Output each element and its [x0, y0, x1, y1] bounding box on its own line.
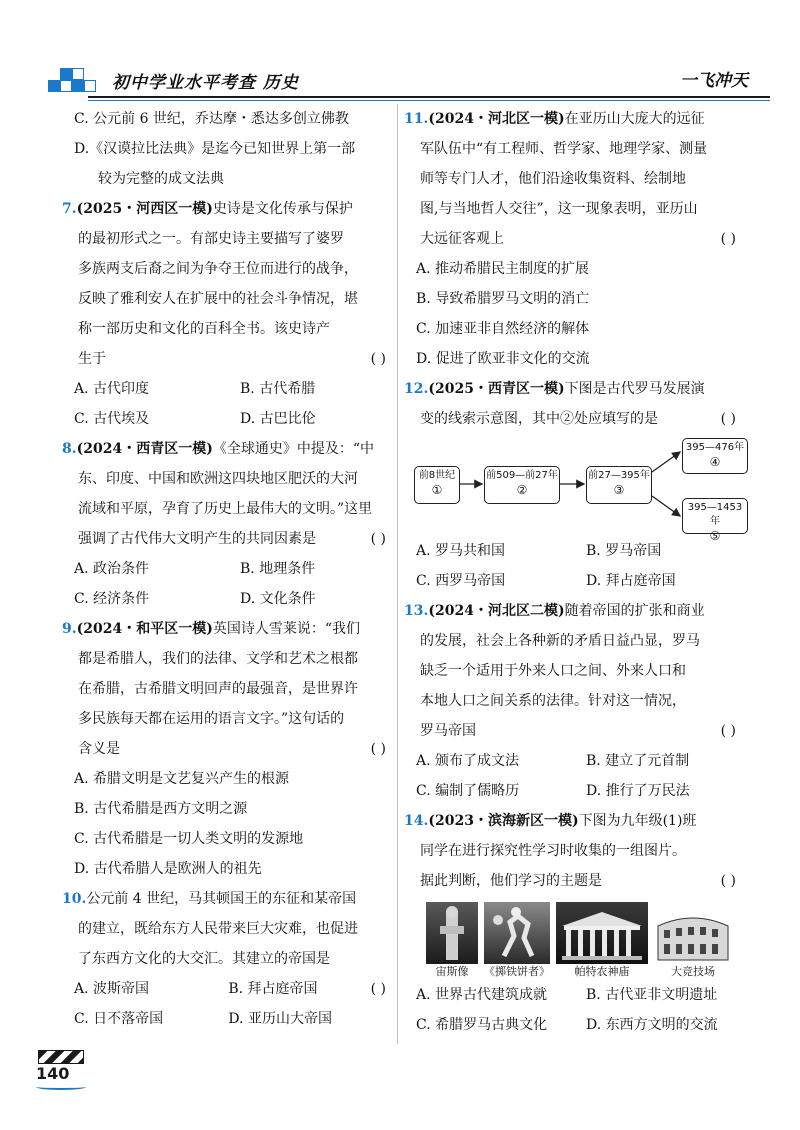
q14-source: (2023・滨海新区一模) — [428, 813, 579, 829]
parthenon-image — [556, 902, 648, 964]
q12-option-b[interactable]: B. 罗马帝国 — [586, 543, 662, 559]
header-brand: 一飞冲天 — [680, 71, 748, 91]
question-7 — [62, 194, 394, 434]
q13-stem-line4: 本地人口之间关系的法律。针对这一情况， — [420, 693, 686, 709]
q11-stem-line2: 军队伍中“有工程师、哲学家、地理学家、测量 — [420, 141, 708, 157]
q14-answer-blank[interactable]: ( ) — [720, 873, 736, 889]
timeline-box-4 — [682, 438, 748, 474]
q12-option-a[interactable]: A. 罗马共和国 — [416, 543, 506, 559]
q13-stem-line1: 随着帝国的扩张和商业 — [564, 603, 705, 619]
pic-colosseum — [654, 902, 732, 980]
q8-stem-line1: 《全球通史》中提及：“中 — [212, 441, 375, 457]
timeline-box-1 — [414, 466, 460, 504]
q14-stem-line2: 同学在进行探究性学习时收集的一组图片。 — [420, 843, 686, 859]
box2-marker: ② — [516, 483, 528, 497]
q10-option-c[interactable]: C. 日不落帝国 — [74, 1011, 164, 1027]
box1-period: 前8世纪 — [418, 470, 456, 481]
pic-caption-parthenon: 帕特农神庙 — [574, 965, 630, 978]
q7-stem-line5: 称一部历史和文化的百科全书。该史诗产 — [78, 321, 330, 337]
q14-number: 14. — [404, 813, 429, 829]
q8-number: 8. — [62, 441, 77, 457]
zeus-statue-image — [426, 902, 478, 964]
rome-timeline-diagram — [410, 438, 750, 543]
q9-stem-line1: 英国诗人雪莱说：“我们 — [212, 621, 361, 637]
q12-option-c[interactable]: C. 西罗马帝国 — [416, 573, 506, 589]
pic-caption-zeus: 宙斯像 — [435, 965, 469, 978]
box4-marker: ④ — [709, 455, 721, 469]
q13-option-c[interactable]: C. 编制了儒略历 — [416, 783, 520, 799]
q12-stem-line2: 变的线索示意图，其中②处应填写的是 — [420, 411, 658, 427]
q11-option-a[interactable]: A. 推动希腊民主制度的扩展 — [416, 261, 590, 277]
q7-answer-blank[interactable]: ( ) — [370, 351, 386, 367]
q8-stem-line2: 东、印度、中国和欧洲这四块地区肥沃的大河 — [78, 471, 358, 487]
q8-stem-line3: 流域和平原，孕育了历史上最伟大的文明。”这里 — [78, 501, 373, 517]
q11-stem-line1: 在亚历山大庞大的远征 — [564, 111, 705, 127]
q14-option-d[interactable]: D. 东西方文明的交流 — [586, 1017, 718, 1033]
q7-option-b[interactable]: B. 古代希腊 — [240, 381, 316, 397]
question-13 — [404, 596, 744, 806]
q10-stem-line3: 了东西方文化的大交汇。其建立的帝国是 — [78, 951, 330, 967]
pic-discobolus — [484, 902, 550, 980]
q7-stem-line2: 的最初形式之一。有部史诗主要描写了婆罗 — [78, 231, 344, 247]
q13-number: 13. — [404, 603, 429, 619]
question-11 — [404, 104, 744, 374]
box3-marker: ③ — [613, 483, 625, 497]
q6-option-c: C. 公元前 6 世纪，乔达摩・悉达多创立佛教 — [74, 111, 349, 127]
q14-stem-line3: 据此判断，他们学习的主题是 — [420, 873, 602, 889]
timeline-box-5 — [682, 498, 748, 543]
timeline-box-3 — [586, 466, 652, 504]
q9-stem-line4: 多民族每天都在运用的语言文字。”这句话的 — [78, 711, 345, 727]
q7-stem-line6: 生于 — [78, 351, 106, 367]
header-title: 初中学业水平考查 历史 — [112, 73, 299, 93]
q9-option-b[interactable]: B. 古代希腊是西方文明之源 — [74, 801, 248, 817]
q8-option-a[interactable]: A. 政治条件 — [74, 561, 150, 577]
q9-stem-line3: 在希腊，古希腊文明回声的最强音，是世界许 — [78, 681, 358, 697]
q8-option-d[interactable]: D. 文化条件 — [240, 591, 316, 607]
timeline-box-2 — [484, 466, 560, 504]
q8-answer-blank[interactable]: ( ) — [370, 531, 386, 547]
q12-option-d[interactable]: D. 拜占庭帝国 — [586, 573, 676, 589]
pic-caption-discobolus: 《掷铁饼者》 — [484, 965, 550, 978]
q11-stem-line3: 师等专门人才，他们沿途收集资料、绘制地 — [420, 171, 686, 187]
q13-stem-line3: 缺乏一个适用于外来人口之间、外来人口和 — [420, 663, 686, 679]
q11-source: (2024・河北区一模) — [428, 111, 565, 127]
clapperboard-icon — [38, 1050, 84, 1064]
question-6-continued — [62, 104, 394, 194]
header-rule — [88, 96, 770, 98]
colosseum-image — [654, 902, 732, 964]
right-column — [404, 104, 744, 1040]
q13-stem-line5: 罗马帝国 — [420, 723, 476, 739]
box2-period: 前509—前27年 — [486, 470, 558, 481]
q9-answer-blank[interactable]: ( ) — [370, 741, 386, 757]
q8-stem-line4: 强调了古代伟大文明产生的共同因素是 — [78, 531, 316, 547]
question-8 — [62, 434, 394, 614]
logo-squares-icon — [48, 68, 118, 94]
q9-source: (2024・和平区一模) — [76, 621, 213, 637]
q10-answer-blank[interactable]: ( ) — [370, 981, 386, 997]
q7-option-a[interactable]: A. 古代印度 — [74, 381, 150, 397]
q12-source: (2025・西青区一模) — [428, 381, 565, 397]
pic-parthenon — [556, 902, 648, 980]
q14-stem-line1: 下图为九年级(1)班 — [578, 813, 697, 829]
box1-marker: ① — [431, 483, 443, 497]
q9-option-a[interactable]: A. 希腊文明是文艺复兴产生的根源 — [74, 771, 290, 787]
q12-stem-line1: 下图是古代罗马发展演 — [564, 381, 705, 397]
page-number-badge — [36, 1050, 88, 1090]
q13-answer-blank[interactable]: ( ) — [720, 723, 736, 739]
q12-number: 12. — [404, 381, 429, 397]
q7-option-d[interactable]: D. 古巴比伦 — [240, 411, 316, 427]
q14-option-b[interactable]: B. 古代亚非文明遗址 — [586, 987, 718, 1003]
q11-option-d[interactable]: D. 促进了欧亚非文化的交流 — [416, 351, 590, 367]
q11-stem-line5: 大远征客观上 — [420, 231, 504, 247]
q13-option-a[interactable]: A. 颁布了成文法 — [416, 753, 520, 769]
q7-source: (2025・河西区一模) — [76, 201, 213, 217]
left-column — [62, 104, 394, 1034]
q10-stem-line1: 公元前 4 世纪，马其顿国王的东征和某帝国 — [86, 891, 357, 907]
q10-option-b[interactable]: B. 拜占庭帝国 — [228, 981, 318, 997]
q11-answer-blank[interactable]: ( ) — [720, 231, 736, 247]
wave-decoration — [36, 1084, 86, 1090]
box4-period: 395—476年 — [685, 442, 745, 453]
q11-option-b[interactable]: B. 导致希腊罗马文明的消亡 — [416, 291, 590, 307]
q10-stem-line2: 的建立，既给东方人民带来巨大灾难，也促进 — [78, 921, 358, 937]
q14-picture-row — [426, 902, 744, 980]
pic-zeus-statue — [426, 902, 478, 980]
q13-source: (2024・河北区二模) — [428, 603, 565, 619]
q10-option-d[interactable]: D. 亚历山大帝国 — [228, 1011, 332, 1027]
q13-option-b[interactable]: B. 建立了元首制 — [586, 753, 690, 769]
header-rule-blue — [88, 100, 770, 101]
question-9 — [62, 614, 394, 884]
q11-number: 11. — [404, 111, 429, 127]
discobolus-image — [484, 902, 550, 964]
q9-number: 9. — [62, 621, 77, 637]
page-header — [40, 58, 770, 98]
q11-option-c[interactable]: C. 加速亚非自然经济的解体 — [416, 321, 590, 337]
q10-option-a[interactable]: A. 波斯帝国 — [74, 981, 150, 997]
q11-stem-line4: 图,与当地哲人交往”，这一现象表明，亚历山 — [420, 201, 698, 217]
question-12 — [404, 374, 744, 596]
q7-option-c[interactable]: C. 古代埃及 — [74, 411, 150, 427]
question-10 — [62, 884, 394, 1034]
q7-stem-line4: 反映了雅利安人在扩展中的社会斗争情况，堪 — [78, 291, 358, 307]
page-number: 140 — [36, 1064, 70, 1083]
q7-number: 7. — [62, 201, 77, 217]
q8-option-b[interactable]: B. 地理条件 — [240, 561, 316, 577]
q9-option-d[interactable]: D. 古代希腊人是欧洲人的祖先 — [74, 861, 262, 877]
q7-stem-line3: 多族两支后裔之间为争夺王位而进行的战争， — [78, 261, 358, 277]
box5-period: 395—1453年 — [687, 502, 743, 527]
q13-stem-line2: 的发展，社会上各种新的矛盾日益凸显，罗马 — [420, 633, 700, 649]
q7-stem-line1: 史诗是文化传承与保护 — [212, 201, 353, 217]
box3-period: 前27—395年 — [588, 470, 650, 481]
q6-option-d-line1: D.《汉谟拉比法典》是迄今已知世界上第一部 — [74, 141, 356, 157]
q10-number: 10. — [62, 891, 87, 907]
box5-marker: ⑤ — [709, 529, 721, 543]
column-divider — [397, 104, 398, 1044]
question-14 — [404, 806, 744, 1040]
q12-answer-blank[interactable]: ( ) — [720, 411, 736, 427]
q9-stem-line5: 含义是 — [78, 741, 120, 757]
q8-option-c[interactable]: C. 经济条件 — [74, 591, 150, 607]
pic-caption-colosseum: 大竞技场 — [671, 965, 715, 978]
q13-option-d[interactable]: D. 推行了万民法 — [586, 783, 690, 799]
q14-option-a[interactable]: A. 世界古代建筑成就 — [416, 987, 548, 1003]
q8-source: (2024・西青区一模) — [76, 441, 213, 457]
q14-option-c[interactable]: C. 希腊罗马古典文化 — [416, 1017, 548, 1033]
q9-stem-line2: 都是希腊人，我们的法律、文学和艺术之根都 — [78, 651, 358, 667]
q9-option-c[interactable]: C. 古代希腊是一切人类文明的发源地 — [74, 831, 304, 847]
q6-option-d-line2: 较为完整的成文法典 — [98, 171, 224, 187]
